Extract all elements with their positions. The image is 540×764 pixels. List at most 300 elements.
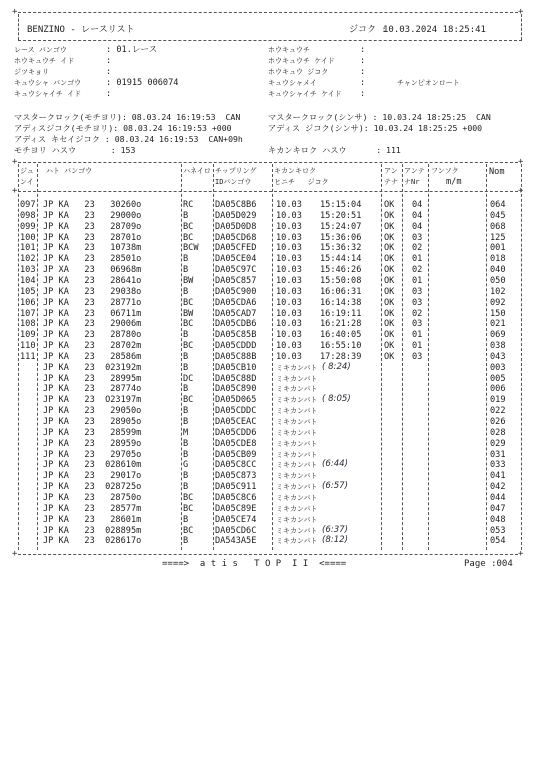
row-antenna-nr: 04	[412, 210, 423, 221]
col-header-ring: ハト バンゴウ	[46, 167, 93, 175]
row-chip-id: DA05C89E	[215, 503, 257, 514]
row-ring-number: JP KA 23 28599m	[43, 427, 142, 438]
row-feather-color: B	[183, 362, 189, 373]
row-feather-color: B	[183, 265, 189, 276]
corner-mark: +	[12, 186, 18, 196]
table-row	[0, 515, 540, 525]
row-chip-id: DA05CDDC	[215, 406, 257, 417]
col-header-color: ハネイロ	[183, 167, 211, 175]
release-site-value: :	[360, 45, 366, 55]
row-feather-color: BC	[183, 492, 194, 503]
table-row	[0, 298, 540, 308]
row-antenna-nr: 03	[412, 319, 423, 330]
returned-count: キカンキロク ハスウ : 111	[268, 145, 401, 155]
loft-lon-label: キュウシャイチ ケイド	[268, 90, 342, 98]
table-header-rule	[18, 191, 518, 192]
row-feather-color: DC	[183, 373, 194, 384]
row-antenna-ok: OK	[384, 297, 395, 308]
row-date: ミキカンバト	[276, 472, 318, 481]
row-ring-number: JP KA 23 028610m	[43, 460, 142, 471]
row-nom: 003	[490, 362, 506, 373]
row-chip-id: DA05C97C	[215, 265, 257, 276]
row-ring-number: JP KA 23 28771o	[43, 297, 142, 308]
table-row	[0, 460, 540, 470]
row-date: ミキカンバト	[276, 439, 318, 448]
row-date: ミキカンバト	[276, 385, 318, 394]
row-date: ミキカンバト	[276, 483, 318, 492]
row-rank: 106	[20, 297, 36, 308]
row-feather-color: B	[183, 438, 189, 449]
row-chip-id: DA05C8C6	[215, 492, 257, 503]
race-number-value: : 01.レース	[106, 45, 158, 55]
row-chip-id: DA05C890	[215, 384, 257, 395]
col-header-speed-unit: m/m	[446, 177, 462, 187]
release-time-value: :	[360, 67, 366, 77]
atis-time-basket: アディスジコク(モチヨリ): 08.03.24 16:19:53 +000	[14, 123, 232, 133]
corner-mark: +	[12, 157, 18, 167]
row-nom: 053	[490, 525, 506, 536]
row-antenna-ok: OK	[384, 200, 395, 210]
row-rank: 104	[20, 275, 36, 286]
release-lon-value: :	[360, 56, 366, 66]
release-lat-label: ホウキュウチ イド	[14, 57, 75, 65]
row-chip-id: DA05C88B	[215, 351, 257, 362]
row-nom: 045	[490, 210, 506, 221]
row-ring-number: JP KA 23 28780o	[43, 330, 142, 341]
row-feather-color: BC	[183, 503, 194, 514]
row-chip-id: DA05CDE8	[215, 438, 257, 449]
row-rank: 097	[20, 200, 36, 210]
row-chip-id: DA05C85B	[215, 330, 257, 341]
row-feather-color: B	[183, 330, 189, 341]
row-feather-color: B	[183, 514, 189, 525]
row-nom: 064	[490, 200, 506, 210]
row-ring-number: JP KA 23 023192m	[43, 362, 142, 373]
row-date: 10.03	[276, 341, 302, 351]
table-row	[0, 536, 540, 546]
row-antenna-ok: OK	[384, 330, 395, 341]
row-feather-color: BC	[183, 341, 194, 351]
row-antenna-nr: 01	[412, 254, 423, 265]
row-date: 10.03	[276, 232, 302, 243]
race-number-label: レース バンゴウ	[14, 46, 67, 54]
row-ring-number: JP KA 23 O23197m	[43, 395, 142, 406]
corner-mark: +	[518, 549, 524, 559]
row-time: 16:19:11	[320, 308, 362, 319]
row-feather-color: BCW	[183, 243, 199, 254]
row-feather-color: B	[183, 210, 189, 221]
row-nom: 021	[490, 319, 506, 330]
row-date: ミキカンバト	[276, 363, 318, 372]
row-antenna-nr: 03	[412, 232, 423, 243]
row-date: ミキカンバト	[276, 461, 318, 470]
loft-name-value: :	[360, 78, 366, 88]
row-nom: 040	[490, 265, 506, 276]
row-feather-color: BC	[183, 525, 194, 536]
row-nom: 050	[490, 275, 506, 286]
row-feather-color: B	[183, 471, 189, 482]
row-chip-id: DA05CFED	[215, 243, 257, 254]
row-ring-number: JP KA 23 10738m	[43, 243, 142, 254]
row-ring-number: JP KA 23 29000o	[43, 210, 142, 221]
loft-lat-label: キュウシャイチ イド	[14, 90, 82, 98]
row-chip-id: DA05CE04	[215, 254, 257, 265]
master-clock-basket: マスタークロック(モチヨリ): 08.03.24 16:19:53 CAN	[14, 112, 241, 122]
row-date: 10.03	[276, 210, 302, 221]
row-feather-color: BC	[183, 232, 194, 243]
row-date: 10.03	[276, 221, 302, 232]
row-ring-number: JP KA 23 29017o	[43, 471, 142, 482]
col-header-antenna-nr: アンテ	[404, 167, 425, 175]
table-row	[0, 526, 540, 536]
table-row	[0, 374, 540, 384]
row-time: 15:36:32	[320, 243, 362, 254]
row-ring-number: JP KA 23 28577m	[43, 503, 142, 514]
row-antenna-nr: 01	[412, 330, 423, 341]
row-ring-number: JP KA 23 28774o	[43, 384, 142, 395]
row-time: 15:36:06	[320, 232, 362, 243]
row-nom: 054	[490, 536, 506, 547]
row-antenna-ok: OK	[384, 286, 395, 297]
row-ring-number: JP KA 23 28586m	[43, 351, 142, 362]
row-antenna-ok: OK	[384, 265, 395, 276]
corner-mark: +	[12, 7, 18, 17]
row-date: ミキカンバト	[276, 407, 318, 416]
row-chip-id: DA05C911	[215, 482, 257, 493]
row-feather-color: B	[183, 417, 189, 427]
col-header-record: キカンキロク	[274, 167, 316, 175]
row-feather-color: BC	[183, 221, 194, 232]
row-time: 15:44:14	[320, 254, 362, 265]
handwritten-note: (6:37)	[322, 524, 349, 535]
row-antenna-ok: OK	[384, 210, 395, 221]
table-row	[0, 439, 540, 449]
row-feather-color: G	[183, 460, 189, 471]
row-chip-id: DA05CDDD	[215, 341, 257, 351]
row-antenna-nr: 02	[412, 308, 423, 319]
table-row	[0, 482, 540, 492]
row-nom: 019	[490, 395, 506, 406]
loft-number-value: : 01915 006074	[106, 78, 179, 88]
row-chip-id: DA05CDA6	[215, 297, 257, 308]
print-time-label: ジコク :	[349, 25, 387, 35]
distance-label: ジツキョリ	[14, 68, 49, 76]
row-antenna-nr: 04	[412, 200, 423, 210]
row-ring-number: JP KA 23 29050o	[43, 406, 142, 417]
row-ring-number: JP KA 23 28701o	[43, 232, 142, 243]
row-feather-color: BW	[183, 275, 194, 286]
table-row	[0, 330, 540, 340]
footer-brand: ====> a t i s T O P I I <====	[162, 559, 347, 569]
col-header-speed: フンソク	[431, 167, 459, 175]
table-row	[0, 309, 540, 319]
row-time: 16:06:31	[320, 286, 362, 297]
row-ring-number: JP KA 23 28995m	[43, 373, 142, 384]
row-antenna-ok: OK	[384, 275, 395, 286]
row-date: ミキカンバト	[276, 450, 318, 459]
row-nom: 102	[490, 286, 506, 297]
corner-mark: +	[518, 157, 524, 167]
row-chip-id: DA05CAD7	[215, 308, 257, 319]
row-feather-color: B	[183, 384, 189, 395]
row-rank: 099	[20, 221, 36, 232]
col-header-chip: IDバンゴウ	[215, 178, 252, 186]
row-ring-number: JP KA 23 29006m	[43, 319, 142, 330]
handwritten-note: ( 8:24)	[322, 361, 351, 372]
row-date: ミキカンバト	[276, 396, 318, 405]
atis-time-eval: アディス ジコク(シンサ): 10.03.24 18:25:25 +000	[268, 123, 483, 133]
row-nom: 005	[490, 373, 506, 384]
row-date: 10.03	[276, 297, 302, 308]
row-date: ミキカンバト	[276, 374, 318, 383]
row-nom: 018	[490, 254, 506, 265]
row-nom: 043	[490, 351, 506, 362]
row-antenna-nr: 03	[412, 351, 423, 362]
table-row	[0, 254, 540, 264]
row-time: 15:15:04	[320, 200, 362, 210]
row-antenna-nr: 01	[412, 275, 423, 286]
release-site-label: ホウキュウチ	[268, 46, 310, 54]
table-row	[0, 450, 540, 460]
row-rank: 102	[20, 254, 36, 265]
table-row	[0, 504, 540, 514]
row-chip-id: DA05C900	[215, 286, 257, 297]
master-clock-eval: マスタークロック(シンサ) : 10.03.24 18:25:25 CAN	[268, 112, 491, 122]
row-chip-id: DA05CE74	[215, 514, 257, 525]
row-feather-color: BC	[183, 297, 194, 308]
row-nom: 038	[490, 341, 506, 351]
table-row	[0, 200, 540, 210]
page-number: Page :004	[464, 559, 513, 569]
row-date: 10.03	[276, 319, 302, 330]
col-header-rank: ジュ	[20, 167, 34, 175]
row-nom: 031	[490, 449, 506, 460]
row-antenna-ok: OK	[384, 308, 395, 319]
row-feather-color: B	[183, 286, 189, 297]
row-feather-color: BC	[183, 319, 194, 330]
row-antenna-ok: OK	[384, 232, 395, 243]
row-chip-id: DA05CDD6	[215, 427, 257, 438]
col-header-rank: ンイ	[20, 178, 34, 186]
loft-lon-value: :	[360, 89, 366, 99]
header-rule	[18, 40, 522, 41]
corner-mark: +	[518, 7, 524, 17]
table-top-rule	[18, 162, 518, 163]
row-nom: 006	[490, 384, 506, 395]
row-date: ミキカンバト	[276, 515, 318, 524]
row-date: ミキカンバト	[276, 504, 318, 513]
row-ring-number: JP KA 23 29038o	[43, 286, 142, 297]
release-time-label: ホウキュウ ジコク	[268, 68, 329, 76]
row-chip-id: DA05C857	[215, 275, 257, 286]
col-header-nom: Nom	[489, 167, 505, 177]
table-row	[0, 341, 540, 351]
row-antenna-ok: OK	[384, 221, 395, 232]
row-rank: 107	[20, 308, 36, 319]
row-rank: 101	[20, 243, 36, 254]
row-time: 16:55:10	[320, 341, 362, 351]
row-chip-id: DA05CDB6	[215, 319, 257, 330]
print-time-value: 10.03.2024 18:25:41	[383, 25, 486, 35]
row-feather-color: BW	[183, 308, 194, 319]
row-feather-color: B	[183, 536, 189, 547]
row-time: 15:24:07	[320, 221, 362, 232]
col-header-record: ヒニチ ジコク	[274, 178, 329, 186]
row-antenna-ok: OK	[384, 351, 395, 362]
row-time: 15:20:51	[320, 210, 362, 221]
table-row	[0, 265, 540, 275]
row-date: 10.03	[276, 275, 302, 286]
row-date: 10.03	[276, 330, 302, 341]
table-row	[0, 276, 540, 286]
row-nom: 022	[490, 406, 506, 417]
row-time: 15:46:26	[320, 265, 362, 276]
row-chip-id: DA05D0D8	[215, 221, 257, 232]
table-row	[0, 384, 540, 394]
row-ring-number: JP KA 23 30260o	[43, 200, 142, 210]
row-antenna-nr: 03	[412, 297, 423, 308]
row-nom: 028	[490, 427, 506, 438]
row-chip-id: DA05C8CC	[215, 460, 257, 471]
row-time: 15:50:08	[320, 275, 362, 286]
loft-lat-value: :	[106, 89, 112, 99]
row-date: 10.03	[276, 308, 302, 319]
row-rank: 100	[20, 232, 36, 243]
col-header-antenna: テナ	[384, 178, 398, 186]
row-chip-id: DA05C88D	[215, 373, 257, 384]
row-date: 10.03	[276, 265, 302, 276]
table-row	[0, 319, 540, 329]
distance-value: :	[106, 67, 112, 77]
row-antenna-nr: 02	[412, 265, 423, 276]
top-rule	[18, 12, 518, 13]
table-row	[0, 417, 540, 427]
row-chip-id: DA05D065	[215, 395, 257, 406]
table-row	[0, 471, 540, 481]
row-rank: 110	[20, 341, 36, 351]
row-nom: 029	[490, 438, 506, 449]
row-time: 16:14:38	[320, 297, 362, 308]
row-date: 10.03	[276, 254, 302, 265]
row-ring-number: JP KA 23 06711m	[43, 308, 142, 319]
handwritten-note: ( 8:05)	[322, 394, 351, 405]
corner-mark: +	[12, 549, 18, 559]
release-lon-label: ホウキュウチ ケイド	[268, 57, 335, 65]
row-date: ミキカンバト	[276, 418, 318, 426]
row-chip-id: DA05CB10	[215, 362, 257, 373]
row-nom: 041	[490, 471, 506, 482]
table-row	[0, 395, 540, 405]
row-nom: 150	[490, 308, 506, 319]
row-antenna-nr: 02	[412, 243, 423, 254]
table-row	[0, 287, 540, 297]
row-chip-id: DA05CD68	[215, 232, 257, 243]
row-feather-color: B	[183, 406, 189, 417]
frame-right	[521, 14, 522, 40]
release-lat-value: :	[106, 56, 112, 66]
row-ring-number: JP KA 23 28501o	[43, 254, 142, 265]
row-nom: 042	[490, 482, 506, 493]
row-ring-number: JP KA 23 028895m	[43, 525, 142, 536]
row-ring-number: JP KA 23 28601m	[43, 514, 142, 525]
row-rank: 108	[20, 319, 36, 330]
row-ring-number: JP KA 23 29705o	[43, 449, 142, 460]
loft-name-text: チャンピオンロート	[397, 79, 460, 87]
row-rank: 098	[20, 210, 36, 221]
row-nom: 092	[490, 297, 506, 308]
row-chip-id: DA05C8B6	[215, 200, 257, 210]
row-nom: 068	[490, 221, 506, 232]
row-rank: 109	[20, 330, 36, 341]
corner-mark: +	[518, 186, 524, 196]
row-time: 16:21:28	[320, 319, 362, 330]
table-row	[0, 493, 540, 503]
table-row	[0, 233, 540, 243]
row-chip-id: DA05CD6C	[215, 525, 257, 536]
row-antenna-ok: OK	[384, 341, 395, 351]
row-ring-number: JP KA 23 028725o	[43, 482, 142, 493]
loft-name-label: キュウシャメイ	[268, 79, 317, 87]
row-nom: 033	[490, 460, 506, 471]
row-antenna-ok: OK	[384, 254, 395, 265]
table-bottom-rule	[18, 554, 518, 555]
handwritten-note: (8:12)	[322, 535, 349, 546]
basket-count: モチヨリ ハスウ : 153	[14, 145, 136, 155]
row-ring-number: JP KA 23 28905o	[43, 417, 142, 427]
row-nom: 026	[490, 417, 506, 427]
row-ring-number: JP KA 23 28750o	[43, 492, 142, 503]
row-ring-number: JP KA 23 28959o	[43, 438, 142, 449]
report-title: BENZINO - レースリスト	[27, 25, 135, 35]
row-date: 10.03	[276, 243, 302, 254]
row-date: ミキカンバト	[276, 537, 318, 546]
frame-left	[18, 14, 19, 40]
col-header-chip: チップリング	[215, 167, 257, 175]
row-chip-id: DA543A5E	[215, 536, 257, 547]
table-row	[0, 243, 540, 253]
row-ring-number: JP KA 23 28702m	[43, 341, 142, 351]
row-nom: 125	[490, 232, 506, 243]
row-nom: 047	[490, 503, 506, 514]
row-antenna-ok: OK	[384, 243, 395, 254]
row-feather-color: B	[183, 449, 189, 460]
row-feather-color: M	[183, 427, 189, 438]
row-date: 10.03	[276, 351, 302, 362]
table-row	[0, 211, 540, 221]
row-date: 10.03	[276, 200, 302, 210]
row-chip-id: DA05D029	[215, 210, 257, 221]
table-row	[0, 222, 540, 232]
row-date: ミキカンバト	[276, 526, 318, 535]
row-antenna-nr: 01	[412, 341, 423, 351]
row-date: ミキカンバト	[276, 493, 318, 502]
row-nom: 048	[490, 514, 506, 525]
row-feather-color: RC	[183, 200, 194, 210]
row-antenna-ok: OK	[384, 319, 395, 330]
row-antenna-nr: 03	[412, 286, 423, 297]
handwritten-note: (6:44)	[322, 459, 349, 470]
row-nom: 001	[490, 243, 506, 254]
table-row	[0, 428, 540, 438]
row-nom: 044	[490, 492, 506, 503]
row-antenna-nr: 04	[412, 221, 423, 232]
row-rank: 105	[20, 286, 36, 297]
col-header-antenna: アン	[384, 167, 398, 175]
row-ring-number: JP KA 23 028617o	[43, 536, 142, 547]
row-feather-color: B	[183, 482, 189, 493]
table-row	[0, 352, 540, 362]
row-rank: 103	[20, 265, 36, 276]
